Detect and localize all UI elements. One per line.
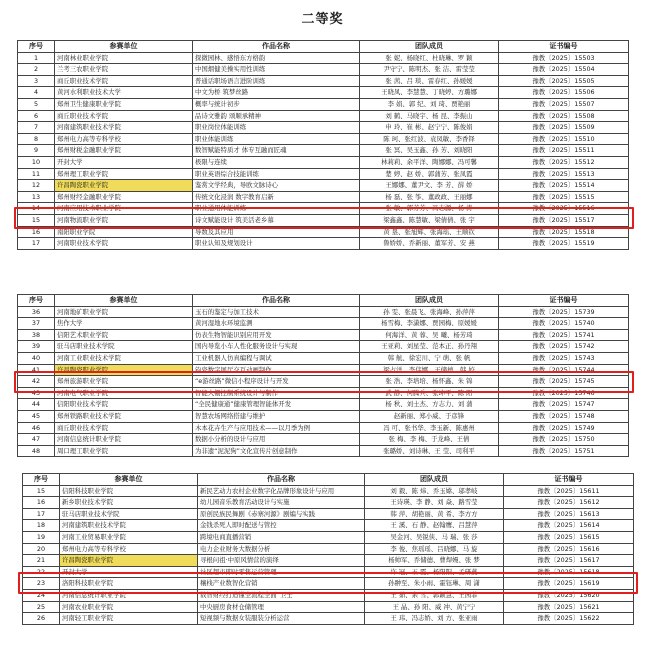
members-cell: 赵新丽、郑小威、于彦锋 (360, 410, 499, 422)
cert-cell: 豫教〔2025〕15505 (499, 75, 629, 87)
table-row (18, 98, 629, 110)
table-row (18, 75, 629, 87)
table-row (18, 168, 629, 180)
unit-cell: 许昌陶瓷职业学院 (60, 555, 198, 567)
table-row (18, 399, 629, 411)
seq-cell: 21 (23, 555, 60, 567)
members-cell: 林莉莉、余平洋、陶娜娜、冯可馨 (360, 156, 499, 168)
highlight-box-3 (18, 572, 638, 594)
unit-cell: 郑州财经金融职业学院 (55, 191, 193, 203)
unit-cell: 南阳职业学院 (55, 226, 193, 238)
header-row (18, 295, 629, 307)
table-row (18, 156, 629, 168)
seq-cell: 45 (18, 410, 55, 422)
members-cell: 刘 毅、陈 炜、乔玉嫦、邬孝岐 (365, 485, 504, 497)
unit-cell: 许昌陶瓷职业学院 (55, 180, 193, 192)
seq-cell: 13 (18, 191, 55, 203)
members-cell: 张 茜、吕 琰、雷春红、孙媛媛 (360, 75, 499, 87)
work-cell: 穰栈产业数智化营销 (198, 578, 365, 590)
seq-cell: 39 (18, 341, 55, 353)
unit-cell: 河南农业职业学院 (60, 601, 198, 613)
work-cell: 探微园林、感悟东方格韵 (193, 52, 360, 64)
seq-cell: 42 (18, 376, 55, 388)
cert-cell: 豫教〔2025〕15750 (499, 434, 629, 446)
work-cell: 跨境电商直播营销 (198, 531, 365, 543)
members-cell: 韩 萍、胡艳丽、黄 希、李方方 (365, 508, 504, 520)
members-cell: 孙翀至、朱小雨、霍钰琳、周 潇 (365, 578, 504, 590)
work-cell: 短视频与数据女装服装分析运营 (198, 613, 365, 625)
members-cell: 张 梅、李 梅、于龙峰、王倩 (360, 434, 499, 446)
seq-cell: 41 (18, 364, 55, 376)
seq-cell: 8 (18, 133, 55, 145)
cert-cell: 豫教〔2025〕15504 (499, 64, 629, 76)
table-row (23, 531, 634, 543)
members-cell: 王诗瑛、李 静、刘 焱、路雪莹 (365, 497, 504, 509)
cert-cell: 豫教〔2025〕15616 (504, 543, 634, 555)
members-cell: 申 玲、崔 彬、赵宁宁、陈俊娟 (360, 122, 499, 134)
members-cell: 梁占洋、李伟娜、王储德、韩 姣 (360, 364, 499, 376)
unit-cell: 周口理工职业学院 (55, 445, 193, 457)
table-row (18, 180, 629, 192)
unit-cell: 开封大学 (60, 566, 198, 578)
seq-cell: 37 (18, 318, 55, 330)
table-row (23, 520, 634, 532)
cert-cell: 豫教〔2025〕15739 (499, 306, 629, 318)
seq-cell: 48 (18, 445, 55, 457)
cert-cell: 豫教〔2025〕15515 (499, 191, 629, 203)
members-cell: 许 冠、王 霞、杨阳阳、孟研燕 (365, 566, 504, 578)
members-cell: 王 晶、孙 阳、威 冲、黄宁宁 (365, 601, 504, 613)
unit-cell: 河南信息统计职业学院 (60, 589, 198, 601)
cert-cell: 豫教〔2025〕15744 (499, 364, 629, 376)
members-cell: 黄 垦、张旭辉、张海瑶、王顺钦 (360, 226, 499, 238)
cert-cell: 豫教〔2025〕15512 (499, 156, 629, 168)
cert-cell: 豫教〔2025〕15518 (499, 226, 629, 238)
members-cell: 王晓凤、李慧慧、丁晓婷、方璐娜 (360, 87, 499, 99)
work-cell: 品诗文雅韵 颂顺承精神 (193, 110, 360, 122)
table-row (18, 122, 629, 134)
seq-cell: 10 (18, 156, 55, 168)
members-cell: 张 浩、李培培、杨怀鑫、朱 锦 (360, 376, 499, 388)
members-cell: 陈 珂、张红波、袁凤敏、李香铎 (360, 133, 499, 145)
unit-cell: 郑州卫生健康职业学院 (55, 98, 193, 110)
members-cell: 杨雪梅、李潇娜、贾园梅、原媛媛 (360, 318, 499, 330)
seq-cell: 7 (18, 122, 55, 134)
table-row (23, 497, 634, 509)
cert-cell: 豫教〔2025〕15748 (499, 410, 629, 422)
column-header: 团队成员 (360, 41, 499, 53)
cert-cell: 豫教〔2025〕15516 (499, 203, 629, 215)
unit-cell: 信阳科技职业学院 (60, 485, 198, 497)
seq-cell: 20 (23, 543, 60, 555)
unit-cell: 开封大学 (55, 156, 193, 168)
members-cell: 李 娟、郭 纪、刘 琦、贾艳丽 (360, 98, 499, 110)
unit-cell: 河南工业职业技术学院 (55, 352, 193, 364)
cert-cell: 豫教〔2025〕15747 (499, 399, 629, 411)
unit-cell: 河南建筑职业技术学院 (60, 520, 198, 532)
column-header: 序号 (18, 41, 55, 53)
members-cell: 杨 秋、刘士杰、方志力、刘 蒲 (360, 399, 499, 411)
members-cell: 武 静、何腾兵、张坤平、陈 阳 (360, 387, 499, 399)
cert-cell: 豫教〔2025〕15503 (499, 52, 629, 64)
unit-cell: 许昌陶瓷职业学院 (55, 364, 193, 376)
members-cell: 吴金河、吴锐侠、马 瑞、张 莎 (365, 531, 504, 543)
work-cell: “e游丝路”微信小程序设计与开发 (193, 376, 360, 388)
members-cell: 杨帅军、乔储德、曹焊嫚、张 梦 (365, 555, 504, 567)
column-header: 作品名称 (198, 474, 365, 486)
table-row (18, 318, 629, 330)
unit-cell: 兰考三农职业学院 (55, 64, 193, 76)
table-row (18, 110, 629, 122)
seq-cell: 17 (18, 238, 55, 250)
seq-cell: 40 (18, 352, 55, 364)
cert-cell: 豫教〔2025〕15619 (504, 578, 634, 590)
cert-cell: 豫教〔2025〕15745 (499, 376, 629, 388)
work-cell: 数智赋能特质才 体专互融而匠魂 (193, 145, 360, 157)
members-cell: 何海洋、黄 蓉、吴 曦、杨芳琦 (360, 329, 499, 341)
seq-cell: 11 (18, 168, 55, 180)
members-cell: 杨 磊、张 筝、董政政、王丽娜 (360, 191, 499, 203)
cert-cell: 豫教〔2025〕15511 (499, 145, 629, 157)
unit-cell: 河南应用技术职业学院 (55, 203, 193, 215)
seq-cell: 36 (18, 306, 55, 318)
table-row (18, 64, 629, 76)
work-cell: 诗文赋能设计 筑美活老乡慕 (193, 214, 360, 226)
seq-cell: 4 (18, 87, 55, 99)
table-row (23, 508, 634, 520)
column-header: 作品名称 (193, 295, 360, 307)
members-cell: 楚 婷、赵 娇、郭蒲芳、张凤霞 (360, 168, 499, 180)
work-cell: 智慧农场网络搭建与维护 (193, 410, 360, 422)
seq-cell: 5 (18, 98, 55, 110)
work-cell: 电力企业财务大数据分析 (198, 543, 365, 555)
members-cell: 尹守宁、陈明杰、张 洁、雷莹莹 (360, 64, 499, 76)
unit-cell: 新乡职业技术学院 (60, 497, 198, 509)
cert-cell: 豫教〔2025〕15612 (504, 497, 634, 509)
page-title: 二等奖 (301, 12, 344, 27)
work-cell: 鉴赏文学经典，导欧文脉诗心 (193, 180, 360, 192)
cert-cell: 豫教〔2025〕15743 (499, 352, 629, 364)
table-row (18, 352, 629, 364)
unit-cell: 郑州铁路职业技术学院 (55, 410, 193, 422)
cert-cell: 豫教〔2025〕15751 (499, 445, 629, 457)
column-header: 参赛单位 (55, 295, 193, 307)
unit-cell: 河南地矿职业学院 (55, 306, 193, 318)
work-cell: 职业岗位体能训练 (193, 122, 360, 134)
cert-cell: 豫教〔2025〕15615 (504, 531, 634, 543)
unit-cell: 信阳职业技术学院 (55, 399, 193, 411)
work-cell: 寻根问祖·中原风情营的演绎 (198, 555, 365, 567)
work-cell: 极限与连续 (193, 156, 360, 168)
award-table-3 (22, 473, 633, 625)
work-cell: 职业通用体能训练 (193, 203, 360, 215)
unit-cell: 焦作大学 (55, 318, 193, 330)
unit-cell: 郑州电力高等专科学校 (55, 133, 193, 145)
seq-cell: 9 (18, 145, 55, 157)
work-cell: 仿表生物智能识别应用开发 (193, 329, 360, 341)
seq-cell: 15 (18, 214, 55, 226)
seq-cell: 14 (18, 203, 55, 215)
unit-cell: 商丘职业技术学院 (55, 110, 193, 122)
cert-cell: 豫教〔2025〕15510 (499, 133, 629, 145)
cert-cell: 豫教〔2025〕15513 (499, 168, 629, 180)
cert-cell: 豫教〔2025〕15506 (499, 87, 629, 99)
seq-cell: 43 (18, 387, 55, 399)
unit-cell: 郑州理工职业学院 (55, 168, 193, 180)
work-cell: 职业英语综合技能训练 (193, 168, 360, 180)
table-row (18, 341, 629, 353)
unit-cell: 驻马店职业技术学院 (60, 508, 198, 520)
seq-cell: 15 (23, 485, 60, 497)
seq-cell: 44 (18, 399, 55, 411)
unit-cell: 河南电气职业学院 (55, 387, 193, 399)
unit-cell: 河南物流职业学院 (55, 214, 193, 226)
work-cell: 玉石的鉴定与加工技术 (193, 306, 360, 318)
column-header: 团队成员 (360, 295, 499, 307)
work-cell: 传统文化浸润 数字教育启新 (193, 191, 360, 203)
column-header: 团队成员 (365, 474, 504, 486)
seq-cell: 24 (23, 589, 60, 601)
work-cell: 中文为桥 筑梦丝路 (193, 87, 360, 99)
header-row (18, 41, 629, 53)
work-cell: 为非遗“泥泥狗”文化宣传片创意制作 (193, 445, 360, 457)
table-row (18, 422, 629, 434)
table-row (23, 543, 634, 555)
unit-cell: 河南职业技术学院 (55, 238, 193, 250)
table-row (18, 191, 629, 203)
column-header: 序号 (18, 295, 55, 307)
cert-cell: 豫教〔2025〕15611 (504, 485, 634, 497)
members-cell: 张 冥、吴玉鑫、孙 芳、刘晓阳 (360, 145, 499, 157)
column-header: 作品名称 (193, 41, 360, 53)
seq-cell: 2 (18, 64, 55, 76)
work-cell: 中央厨房食材仓储管理 (198, 601, 365, 613)
work-cell: 钧瓷数字展厅交互动画制作 (193, 364, 360, 376)
table-row (23, 555, 634, 567)
highlight-box-1 (14, 207, 634, 229)
members-cell: 梁鑫鑫、陈慧敏、梁倩倩、张 宇 (360, 214, 499, 226)
members-cell: 鲁娇娇、乔新丽、董军芳、安 燕 (360, 238, 499, 250)
cert-cell: 豫教〔2025〕15746 (499, 387, 629, 399)
unit-cell: 驻马店职业技术学院 (55, 341, 193, 353)
seq-cell: 25 (23, 601, 60, 613)
table-row (23, 485, 634, 497)
column-header: 序号 (23, 474, 60, 486)
work-cell: 智能大棚控制系统设计与制作 (193, 387, 360, 399)
members-cell: 孙 雯、张晨飞、张海峰、孙萍萍 (360, 306, 499, 318)
table-row (23, 613, 634, 625)
work-cell: 社区超市即时零售运营管理 (198, 566, 365, 578)
work-cell: 工业机器人仿真编程与调试 (193, 352, 360, 364)
unit-cell: 郑州旅游职业学院 (55, 376, 193, 388)
unit-cell: 河南信息统计职业学院 (55, 434, 193, 446)
work-cell: 职业认知及规划设计 (193, 238, 360, 250)
unit-cell: 河南轻工职业学院 (60, 613, 198, 625)
column-header: 证书编号 (499, 295, 629, 307)
members-cell: 李 俊、焦瑶瑶、吕晓娜、马 旋 (365, 543, 504, 555)
work-cell: 原创民族民舞剧《赤寨河源》剧编与实践 (198, 508, 365, 520)
seq-cell: 6 (18, 110, 55, 122)
column-header: 证书编号 (499, 41, 629, 53)
cert-cell: 豫教〔2025〕15507 (499, 98, 629, 110)
work-cell: 数据小分析的设计与应用 (193, 434, 360, 446)
table-row (18, 410, 629, 422)
members-cell: 王亚莉、刘星莹、范本正、孙丹翔 (360, 341, 499, 353)
cert-cell: 豫教〔2025〕15621 (504, 601, 634, 613)
unit-cell: 河南林业职业学院 (55, 52, 193, 64)
award-table (22, 473, 634, 625)
unit-cell: 河南工业贸易职业学院 (60, 531, 198, 543)
header-row (23, 474, 634, 486)
cert-cell: 豫教〔2025〕15741 (499, 329, 629, 341)
cert-cell: 豫教〔2025〕15620 (504, 589, 634, 601)
table-row (18, 145, 629, 157)
members-cell: 冯 可、张书华、李玉新、陈惠州 (360, 422, 499, 434)
seq-cell: 23 (23, 578, 60, 590)
cert-cell: 豫教〔2025〕15509 (499, 122, 629, 134)
table-row (23, 601, 634, 613)
column-header: 证书编号 (504, 474, 634, 486)
seq-cell: 19 (23, 531, 60, 543)
column-header: 参赛单位 (60, 474, 198, 486)
seq-cell: 38 (18, 329, 55, 341)
work-cell: 普通话职场语言进阶训练 (193, 75, 360, 87)
seq-cell: 22 (23, 566, 60, 578)
seq-cell: 3 (18, 75, 55, 87)
work-cell: 数智财经打造懂全流程全面“卫士” (198, 589, 365, 601)
highlight-box-2 (14, 371, 634, 393)
table-row (18, 445, 629, 457)
cert-cell: 豫教〔2025〕15740 (499, 318, 629, 330)
seq-cell: 12 (18, 180, 55, 192)
cert-cell: 豫教〔2025〕15749 (499, 422, 629, 434)
seq-cell: 16 (23, 497, 60, 509)
table-row (18, 434, 629, 446)
seq-cell: 26 (23, 613, 60, 625)
cert-cell: 豫教〔2025〕15514 (499, 180, 629, 192)
cert-cell: 豫教〔2025〕15742 (499, 341, 629, 353)
seq-cell: 1 (18, 52, 55, 64)
members-cell: 张 妮、杨晓红、杜晓琳、罗 颖 (360, 52, 499, 64)
cert-cell: 豫教〔2025〕15622 (504, 613, 634, 625)
members-cell: 张璐娇、刘诗琳、王 莹、司利平 (360, 445, 499, 457)
members-cell: 王 茹、余 雪、郭颖慧、王园菲 (365, 589, 504, 601)
work-cell: 黄河湿地水环境监测 (193, 318, 360, 330)
work-cell: 中国烟健美操实用性训练 (193, 64, 360, 76)
cert-cell: 豫教〔2025〕15519 (499, 238, 629, 250)
unit-cell: 洛阳科技职业学院 (60, 578, 198, 590)
unit-cell: 郑州电力高等专科学校 (60, 543, 198, 555)
members-cell: 王 玮、冯志娇、刘 方、张亚雨 (365, 613, 504, 625)
work-cell: 木本花卉生产与应用技术——以月季为例 (193, 422, 360, 434)
work-cell: 职业体能训练 (193, 133, 360, 145)
cert-cell: 豫教〔2025〕15617 (504, 555, 634, 567)
work-cell: 概率与统计初步 (193, 98, 360, 110)
cert-cell: 豫教〔2025〕15517 (499, 214, 629, 226)
unit-cell: 商丘职业技术学院 (55, 75, 193, 87)
work-cell: 新民艺动力农村企业数字化品牌形象设计与应用 (198, 485, 365, 497)
members-cell: 王娜娜、董尹文、李 芳、薛 娇 (360, 180, 499, 192)
cert-cell: 豫教〔2025〕15613 (504, 508, 634, 520)
table-row (18, 52, 629, 64)
cert-cell: 豫教〔2025〕15618 (504, 566, 634, 578)
seq-cell: 18 (23, 520, 60, 532)
table-row (18, 238, 629, 250)
members-cell: 刘 鹤、马晓宇、杨 昆、李振山 (360, 110, 499, 122)
work-cell: 金钱杀死人即时配送与管控 (198, 520, 365, 532)
work-cell: 幼儿园音乐教育活动设计与实施 (198, 497, 365, 509)
seq-cell: 16 (18, 226, 55, 238)
members-cell: 韩 航、徐宏川、宁 萌、张 帆 (360, 352, 499, 364)
unit-cell: 信阳艺术职业学院 (55, 329, 193, 341)
cert-cell: 豫教〔2025〕15508 (499, 110, 629, 122)
members-cell: 王 溪、石 静、赵翰鹰、吕慧萍 (365, 520, 504, 532)
unit-cell: 河南建筑职业技术学院 (55, 122, 193, 134)
seq-cell: 47 (18, 434, 55, 446)
unit-cell: 黄河水利职业技术大学 (55, 87, 193, 99)
work-cell: 国内导览小车人性化服务设计与实现 (193, 341, 360, 353)
column-header: 参赛单位 (55, 41, 193, 53)
members-cell: 张 敏、郭芳芳、冯志源、杨 涛 (360, 203, 499, 215)
unit-cell: 郑州财税金融职业学院 (55, 145, 193, 157)
unit-cell: 商丘职业技术学院 (55, 422, 193, 434)
cert-cell: 豫教〔2025〕15614 (504, 520, 634, 532)
seq-cell: 17 (23, 508, 60, 520)
work-cell: “全民健康通”健康管理智能体开发 (193, 399, 360, 411)
table-row (18, 306, 629, 318)
seq-cell: 46 (18, 422, 55, 434)
table-row (18, 133, 629, 145)
work-cell: 导数及其应用 (193, 226, 360, 238)
table-row (18, 329, 629, 341)
table-row (18, 87, 629, 99)
